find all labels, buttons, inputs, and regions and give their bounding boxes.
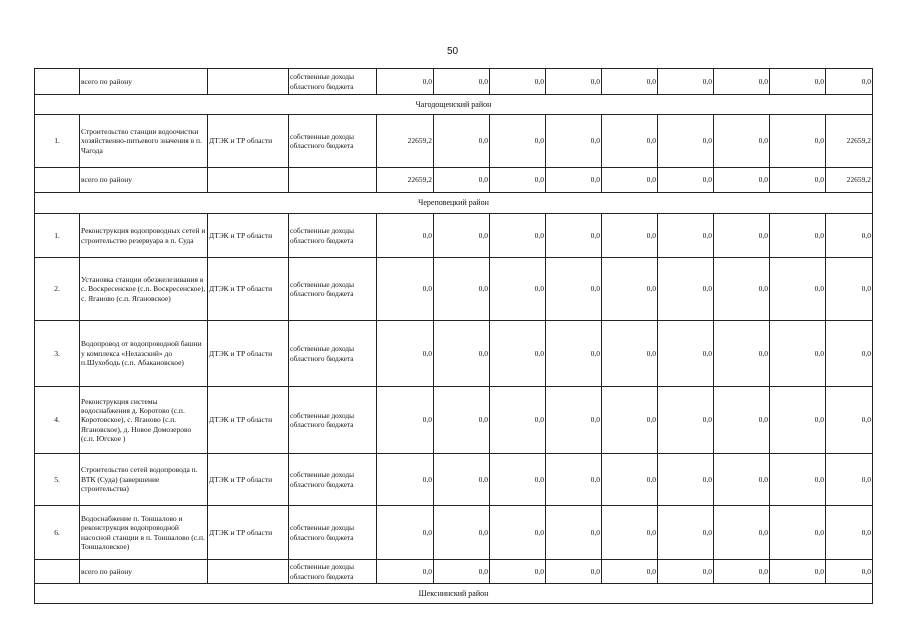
value-cell: 0,0 (658, 321, 714, 387)
value-cell: 0,0 (826, 258, 873, 321)
value-cell: 0,0 (546, 454, 602, 506)
funding-source: собственные доходы областного бюджета (289, 560, 377, 584)
value-cell: 0,0 (714, 168, 770, 193)
row-number: 6. (35, 506, 80, 560)
value-cell: 0,0 (826, 506, 873, 560)
section-title: Чагодощенский район (35, 95, 873, 115)
value-cell: 22659,2 (377, 168, 434, 193)
value-cell: 0,0 (434, 214, 490, 258)
executor: ДТЭК и ТР области (208, 258, 289, 321)
object-name: всего по району (80, 560, 208, 584)
value-cell: 0,0 (434, 321, 490, 387)
executor (208, 168, 289, 193)
object-name: Установка станции обезжелезивания в с. Воскресенское (с.п. Воскресенское), с. Яганово (с.п. Ягановское) (80, 258, 208, 321)
object-name: Водопровод от водопроводной башни у комплекса «Нелазский» до п.Шухободь (с.п. Абакановское) (80, 321, 208, 387)
value-cell: 0,0 (434, 454, 490, 506)
value-cell: 0,0 (770, 168, 826, 193)
row-number (35, 69, 80, 95)
value-cell: 0,0 (714, 560, 770, 584)
value-cell: 0,0 (546, 69, 602, 95)
value-cell: 0,0 (546, 321, 602, 387)
value-cell: 0,0 (546, 115, 602, 168)
value-cell: 0,0 (377, 69, 434, 95)
funding-source: собственные доходы областного бюджета (289, 258, 377, 321)
funding-source: собственные доходы областного бюджета (289, 69, 377, 95)
value-cell: 0,0 (714, 69, 770, 95)
value-cell: 0,0 (434, 560, 490, 584)
value-cell: 0,0 (490, 168, 546, 193)
value-cell: 0,0 (490, 321, 546, 387)
value-cell: 0,0 (658, 69, 714, 95)
value-cell: 0,0 (490, 506, 546, 560)
funding-source (289, 168, 377, 193)
value-cell: 0,0 (377, 506, 434, 560)
value-cell: 0,0 (602, 506, 658, 560)
value-cell: 0,0 (602, 454, 658, 506)
value-cell: 0,0 (714, 115, 770, 168)
funding-source: собственные доходы областного бюджета (289, 321, 377, 387)
table-row (35, 168, 873, 193)
value-cell: 0,0 (490, 115, 546, 168)
funding-source: собственные доходы областного бюджета (289, 387, 377, 454)
table-row (35, 69, 873, 95)
value-cell: 0,0 (658, 214, 714, 258)
value-cell: 0,0 (434, 69, 490, 95)
value-cell: 0,0 (714, 214, 770, 258)
value-cell: 0,0 (434, 387, 490, 454)
value-cell: 0,0 (826, 454, 873, 506)
value-cell: 0,0 (602, 258, 658, 321)
budget-table (34, 68, 873, 604)
value-cell: 0,0 (377, 321, 434, 387)
value-cell: 0,0 (658, 115, 714, 168)
value-cell: 0,0 (602, 115, 658, 168)
funding-source: собственные доходы областного бюджета (289, 454, 377, 506)
value-cell: 0,0 (658, 454, 714, 506)
row-number: 2. (35, 258, 80, 321)
row-number: 4. (35, 387, 80, 454)
object-name: Строительство станции водоочистки хозяйственно-питьевого значения в п. Чагода (80, 115, 208, 168)
value-cell: 0,0 (602, 560, 658, 584)
executor (208, 560, 289, 584)
value-cell: 0,0 (377, 560, 434, 584)
value-cell: 0,0 (770, 506, 826, 560)
value-cell: 0,0 (770, 321, 826, 387)
funding-source: собственные доходы областного бюджета (289, 214, 377, 258)
table-body (35, 69, 873, 604)
value-cell: 0,0 (434, 115, 490, 168)
value-cell: 0,0 (434, 506, 490, 560)
section-row (35, 584, 873, 604)
value-cell: 0,0 (770, 387, 826, 454)
row-number: 3. (35, 321, 80, 387)
value-cell: 0,0 (658, 258, 714, 321)
value-cell: 0,0 (490, 387, 546, 454)
table-row (35, 454, 873, 506)
value-cell: 0,0 (434, 258, 490, 321)
row-number: 5. (35, 454, 80, 506)
value-cell: 0,0 (770, 258, 826, 321)
value-cell: 0,0 (490, 258, 546, 321)
object-name: Реконструкция системы водоснабжения д. Коротово (с.п. Коротовское), с. Яганово (с.п. Ягановское), д. Новое Домозерово (с.п. Югское ) (80, 387, 208, 454)
value-cell: 0,0 (826, 387, 873, 454)
value-cell: 0,0 (490, 454, 546, 506)
value-cell: 0,0 (826, 560, 873, 584)
value-cell: 0,0 (658, 168, 714, 193)
funding-source: собственные доходы областного бюджета (289, 115, 377, 168)
table-row (35, 115, 873, 168)
value-cell: 0,0 (602, 321, 658, 387)
value-cell: 0,0 (377, 258, 434, 321)
value-cell: 22659,2 (826, 168, 873, 193)
value-cell: 0,0 (714, 387, 770, 454)
value-cell: 0,0 (658, 560, 714, 584)
value-cell: 0,0 (714, 258, 770, 321)
value-cell: 0,0 (826, 69, 873, 95)
value-cell: 0,0 (826, 214, 873, 258)
value-cell: 0,0 (490, 560, 546, 584)
value-cell: 0,0 (658, 506, 714, 560)
table-row (35, 387, 873, 454)
object-name: Реконструкция водопроводных сетей и строительство резервуара в п. Суда (80, 214, 208, 258)
value-cell: 0,0 (770, 560, 826, 584)
value-cell: 0,0 (546, 506, 602, 560)
value-cell: 0,0 (770, 214, 826, 258)
value-cell: 0,0 (602, 387, 658, 454)
row-number: 1. (35, 214, 80, 258)
object-name: всего по району (80, 69, 208, 95)
value-cell: 0,0 (434, 168, 490, 193)
executor: ДТЭК и ТР области (208, 387, 289, 454)
executor: ДТЭК и ТР области (208, 115, 289, 168)
value-cell: 0,0 (714, 454, 770, 506)
value-cell: 0,0 (490, 214, 546, 258)
executor: ДТЭК и ТР области (208, 506, 289, 560)
value-cell: 0,0 (546, 560, 602, 584)
value-cell: 0,0 (602, 69, 658, 95)
value-cell: 0,0 (490, 69, 546, 95)
table-row (35, 321, 873, 387)
section-title: Череповецкий район (35, 193, 873, 214)
funding-source: собственные доходы областного бюджета (289, 506, 377, 560)
row-number (35, 560, 80, 584)
value-cell: 0,0 (602, 214, 658, 258)
value-cell: 0,0 (658, 387, 714, 454)
value-cell: 0,0 (377, 387, 434, 454)
table-row (35, 214, 873, 258)
section-row (35, 95, 873, 115)
value-cell: 0,0 (826, 321, 873, 387)
executor: ДТЭК и ТР области (208, 454, 289, 506)
value-cell: 22659,2 (826, 115, 873, 168)
page-number: 50 (446, 46, 459, 57)
object-name: Строительство сетей водопровода п. ВТК (Суда) (завершение строительства) (80, 454, 208, 506)
value-cell: 0,0 (602, 168, 658, 193)
value-cell: 0,0 (377, 214, 434, 258)
section-row (35, 193, 873, 214)
value-cell: 0,0 (770, 454, 826, 506)
object-name: Водоснабжение п. Тоншалово и реконструкция водопроводной насосной станции в п. Тоншалово (с.п. Тоншаловское) (80, 506, 208, 560)
table-row (35, 506, 873, 560)
object-name: всего по району (80, 168, 208, 193)
table-row (35, 258, 873, 321)
value-cell: 0,0 (546, 214, 602, 258)
value-cell: 0,0 (546, 168, 602, 193)
value-cell: 0,0 (714, 321, 770, 387)
value-cell: 0,0 (546, 258, 602, 321)
value-cell: 0,0 (770, 69, 826, 95)
value-cell: 0,0 (546, 387, 602, 454)
table-row (35, 560, 873, 584)
executor: ДТЭК и ТР области (208, 321, 289, 387)
value-cell: 0,0 (770, 115, 826, 168)
section-title: Шекснинский район (35, 584, 873, 604)
executor (208, 69, 289, 95)
value-cell: 0,0 (377, 454, 434, 506)
row-number: 1. (35, 115, 80, 168)
row-number (35, 168, 80, 193)
executor: ДТЭК и ТР области (208, 214, 289, 258)
value-cell: 0,0 (714, 506, 770, 560)
value-cell: 22659,2 (377, 115, 434, 168)
